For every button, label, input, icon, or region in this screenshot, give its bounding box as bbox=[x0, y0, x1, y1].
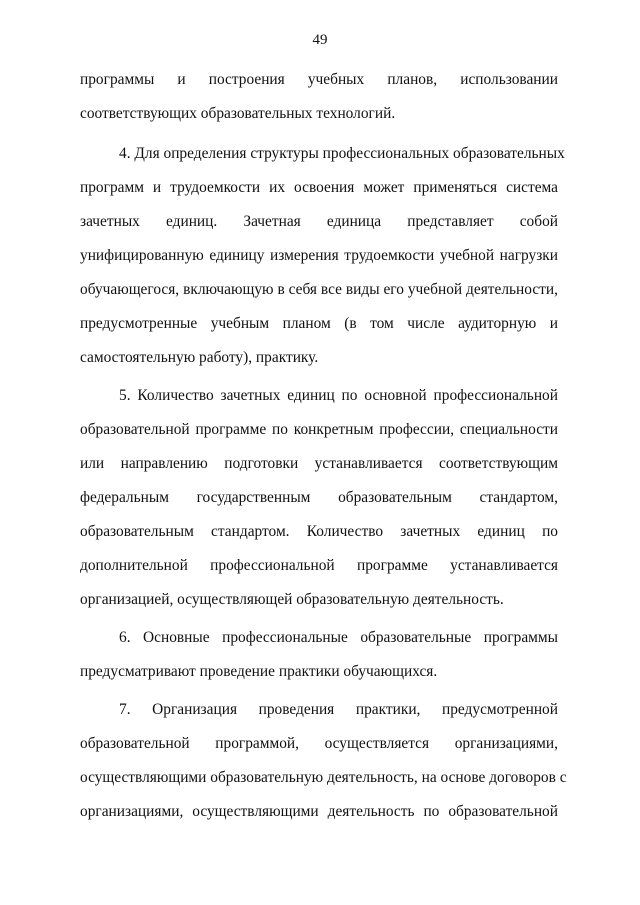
page-number: 49 bbox=[312, 32, 328, 48]
paragraph-7-line-3: осуществляющими образовательную деятельность, на основе договоров с bbox=[80, 769, 567, 786]
paragraph-4-line-6: предусмотренные учебным планом (в том числе аудиторную и bbox=[80, 315, 558, 332]
paragraph-7-line-1: 7. Организация проведения практики, предусмотренной bbox=[119, 701, 558, 718]
text-line-continuation-2: соответствующих образовательных технологий. bbox=[80, 105, 396, 122]
paragraph-6-line-2: предусматривают проведение практики обучающихся. bbox=[80, 663, 438, 680]
paragraph-7-line-4: организациями, осуществляющими деятельность по образовательной bbox=[80, 803, 558, 820]
text-line-continuation-1: программы и построения учебных планов, использовании bbox=[80, 71, 558, 88]
paragraph-4-line-5: обучающегося, включающую в себя все виды его учебной деятельности, bbox=[80, 281, 558, 298]
paragraph-4-line-4: унифицированную единицу измерения трудоемкости учебной нагрузки bbox=[80, 247, 558, 264]
paragraph-6-line-1: 6. Основные профессиональные образовательные программы bbox=[119, 629, 558, 646]
paragraph-5-line-7: организацией, осуществляющей образовательную деятельность. bbox=[80, 591, 504, 608]
paragraph-5-line-5: образовательным стандартом. Количество зачетных единиц по bbox=[80, 523, 558, 540]
paragraph-7-line-2: образовательной программой, осуществляется организациями, bbox=[80, 735, 558, 752]
paragraph-4-line-1: 4. Для определения структуры профессиональных образовательных bbox=[119, 145, 565, 162]
paragraph-5-line-1: 5. Количество зачетных единиц по основной профессиональной bbox=[119, 387, 558, 404]
paragraph-4-line-2: программ и трудоемкости их освоения может применяться система bbox=[80, 179, 558, 196]
paragraph-5-line-6: дополнительной профессиональной программе устанавливается bbox=[80, 557, 558, 574]
paragraph-4-line-3: зачетных единиц. Зачетная единица представляет собой bbox=[80, 213, 558, 230]
paragraph-4-line-7: самостоятельную работу), практику. bbox=[80, 349, 319, 366]
paragraph-5-line-4: федеральным государственным образовательным стандартом, bbox=[80, 489, 558, 506]
paragraph-5-line-2: образовательной программе по конкретным профессии, специальности bbox=[80, 421, 558, 438]
paragraph-5-line-3: или направлению подготовки устанавливается соответствующим bbox=[80, 455, 558, 472]
